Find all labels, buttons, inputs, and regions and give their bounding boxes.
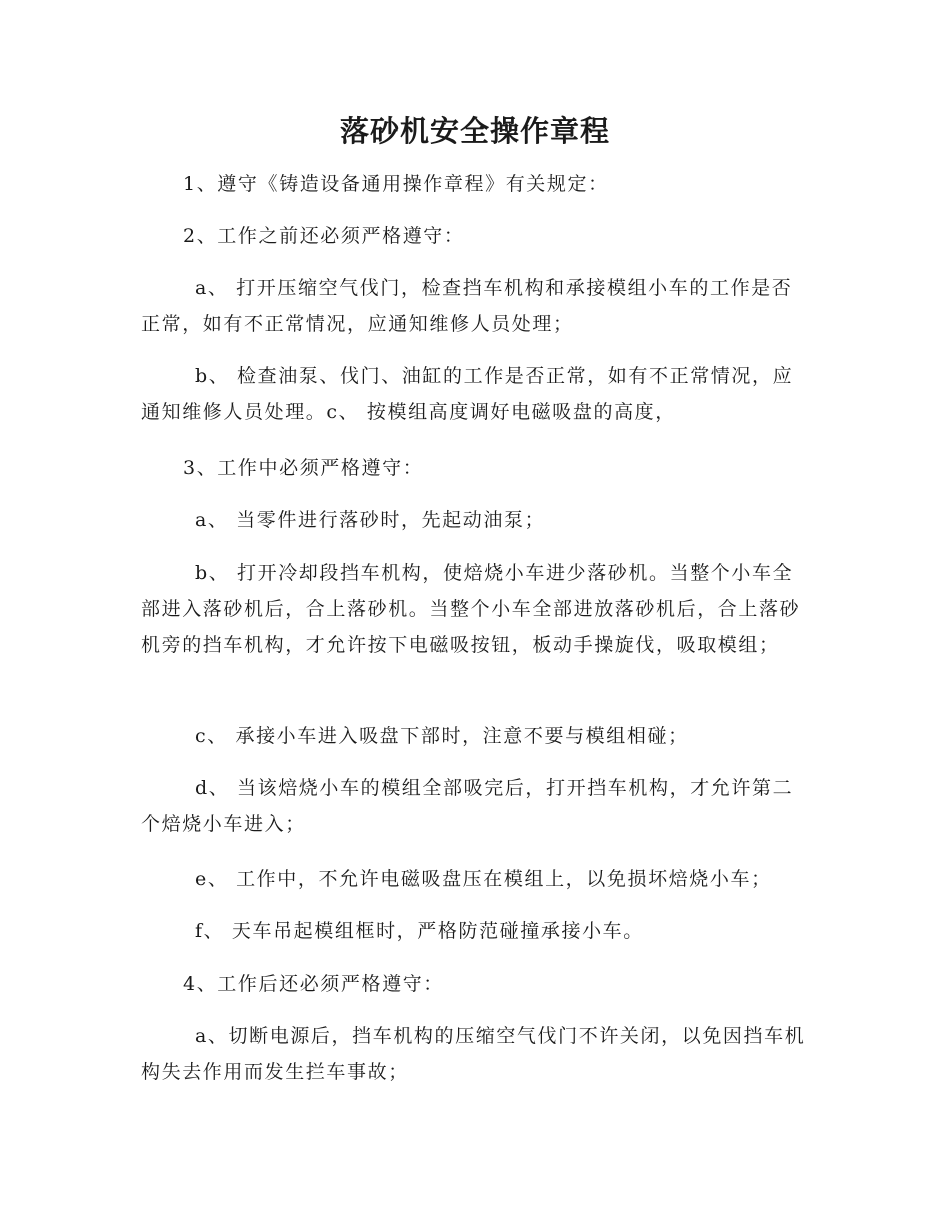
paragraph-1: 1、遵守《铸造设备通用操作章程》有关规定： — [183, 173, 609, 195]
paragraph-2a: a、 打开压缩空气伐门，检查挡车机构和承接模组小车的工作是否正常，如有不正常情况，应通知维修人员处理； — [141, 277, 793, 335]
document-title: 落砂机安全操作章程 — [339, 114, 610, 148]
paragraph-2: 2、工作之前还必须严格遵守： — [183, 225, 465, 247]
paragraph-3d: d、 当该焙烧小车的模组全部吸完后，打开挡车机构，才允许第二个焙烧小车进入； — [141, 777, 794, 835]
paragraph-3f: f、 天车吊起模组框时，严格防范碰撞承接小车。 — [195, 920, 644, 942]
paragraph-3b: b、 打开冷却段挡车机构，使焙烧小车进少落砂机。当整个小车全部进入落砂机后，合上落砂机。当整个小车全部进放落砂机后，合上落砂机旁的挡车机构，才允许按下电磁吸按钮，板动手操旋伐，吸取模组； — [141, 562, 801, 656]
paragraph-3a: a、 当零件进行落砂时，先起动油泵； — [195, 509, 546, 531]
paragraph-3e: e、 工作中，不允许电磁吸盘压在模组上，以免损坏焙烧小车； — [195, 868, 772, 890]
paragraph-4: 4、工作后还必须严格遵守： — [183, 973, 444, 995]
paragraph-3: 3、工作中必须严格遵守： — [183, 457, 424, 479]
paragraph-4a: a、切断电源后，挡车机构的压缩空气伐门不许关闭，以免因挡车机构失去作用而发生拦车事故； — [141, 1025, 806, 1083]
paragraph-2b: b、 检查油泵、伐门、油缸的工作是否正常，如有不正常情况，应通知维修人员处理。c、 按模组高度调好电磁吸盘的高度， — [141, 365, 794, 423]
paragraph-3c: c、 承接小车进入吸盘下部时，注意不要与模组相碰； — [195, 725, 689, 747]
